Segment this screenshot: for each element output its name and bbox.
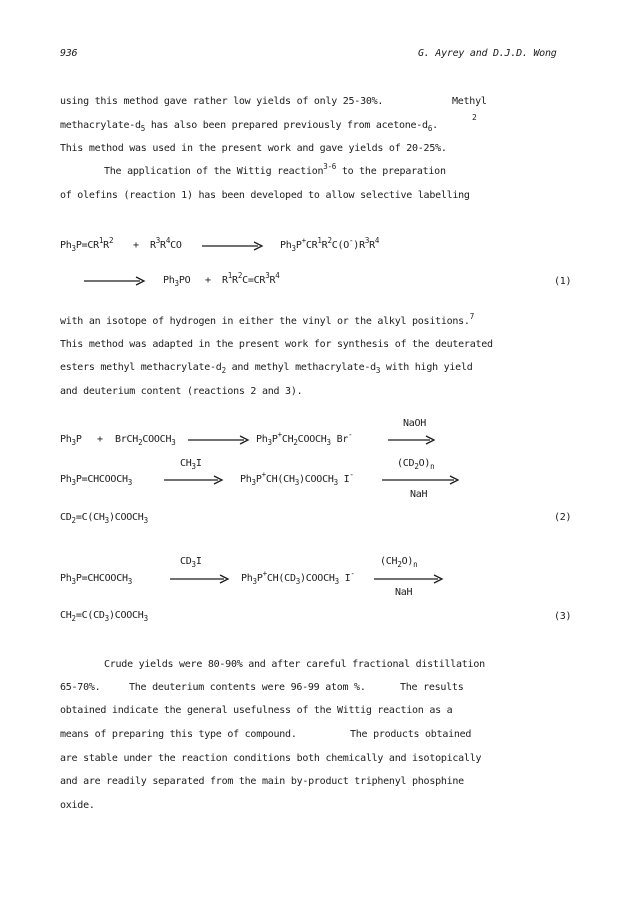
- reaction3-ylide: $Ph_3P=CHCOOCH_3$: [60, 573, 133, 586]
- reaction-arrow: [388, 435, 436, 445]
- text-line: and deuterium content (reactions 2 and 3).: [60, 386, 303, 397]
- reaction-arrow: [84, 276, 146, 286]
- page-number: 936: [60, 48, 78, 59]
- text-line: The results: [400, 682, 464, 693]
- text-line: methacrylate-$d_5$ has also been prepared previously from acetone-$d_6$.: [60, 120, 438, 133]
- reaction2-phosphonium-salt: $Ph_3P^+CH_2COOCH_3$ Br-: [256, 430, 353, 447]
- text-line: and are readily separated from the main by-product triphenyl phosphine: [60, 776, 464, 787]
- text-line: oxide.: [60, 800, 95, 811]
- reaction1-product-oxide: $Ph_3PO$: [163, 275, 191, 288]
- reagent-label: NaOH: [403, 418, 427, 429]
- reaction-arrow: [164, 475, 224, 485]
- reaction-arrow: [202, 241, 264, 251]
- running-header-authors: G. Ayrey and D.J.D. Wong: [418, 48, 557, 59]
- citation-superscript: 2: [472, 113, 477, 122]
- text-line: This method was adapted in the present work for synthesis of the deuterated: [60, 339, 493, 350]
- reaction-arrow: [374, 574, 444, 584]
- reagent-label: $(CH_2O)_n$: [380, 556, 418, 569]
- plus-sign: +: [97, 434, 103, 445]
- text-line: 65-70%.: [60, 682, 101, 693]
- reaction2-reagent-bromoacetate: $BrCH_2COOCH_3$: [115, 434, 176, 447]
- text-line: of olefins (reaction 1) has been developed to allow selective labelling: [60, 190, 470, 201]
- reaction-arrow: [382, 475, 460, 485]
- plus-sign: +: [205, 275, 211, 286]
- reaction2-ylide: $Ph_3P=CHCOOCH_3$: [60, 474, 133, 487]
- text-line: obtained indicate the general usefulness of the Wittig reaction as a: [60, 705, 453, 716]
- text-line: means of preparing this type of compound.: [60, 729, 297, 740]
- text-line: The products obtained: [350, 729, 472, 740]
- reaction1-reactant-carbonyl: $R^3R^4CO$: [150, 236, 182, 251]
- reaction2-product: $CD_2=C(CH_3)COOCH_3$: [60, 512, 148, 525]
- text-line: with an isotope of hydrogen in either the vinyl or the alkyl positions.$^7$: [60, 312, 474, 327]
- reagent-label: $CH_3I$: [180, 458, 202, 471]
- text-line: are stable under the reaction conditions both chemically and isotopically: [60, 753, 482, 764]
- text-line: This method was used in the present work and gave yields of 20-25%.: [60, 143, 447, 154]
- reagent-label: $CD_3I$: [180, 556, 202, 569]
- reaction2-methylated-salt: $Ph_3P^+CH(CH_3)COOCH_3$ I-: [240, 470, 354, 487]
- reaction1-reactant-ylide: $Ph_3P=CR^1R^2$: [60, 236, 114, 253]
- plus-sign: +: [133, 240, 139, 251]
- text-line: using this method gave rather low yields of only 25-30%.: [60, 96, 384, 107]
- reaction3-methylated-salt: $Ph_3P^+CH(CD_3)COOCH_3$ I-: [241, 569, 355, 586]
- text-line: esters methyl methacrylate-$d_2$ and methyl methacrylate-$d_3$ with high yield: [60, 362, 473, 375]
- text-line: The application of the Wittig reaction$^{3-6}$ to the preparation: [104, 162, 446, 177]
- text-line: Methyl: [452, 96, 487, 107]
- reagent-label: NaH: [395, 587, 413, 598]
- equation-number: (1): [554, 276, 572, 287]
- reaction1-product-olefin: $R^1R^2C=CR^3R^4$: [222, 271, 280, 286]
- reaction1-intermediate: $Ph_3P^+CR^1R^2C(O^-)R^3R^4$: [280, 236, 380, 253]
- reaction-arrow: [188, 435, 250, 445]
- reaction3-product: $CH_2=C(CD_3)COOCH_3$: [60, 610, 148, 623]
- reagent-label: $(CD_2O)_n$: [397, 458, 435, 471]
- text-line: Crude yields were 80-90% and after careful fractional distillation: [104, 659, 485, 670]
- reagent-label: NaH: [410, 489, 428, 500]
- equation-number: (2): [554, 512, 572, 523]
- reaction2-reagent-triphenylphosphine: $Ph_3P$: [60, 434, 82, 447]
- text-line: The deuterium contents were 96-99 atom %.: [129, 682, 366, 693]
- reaction-arrow: [170, 574, 230, 584]
- equation-number: (3): [554, 611, 572, 622]
